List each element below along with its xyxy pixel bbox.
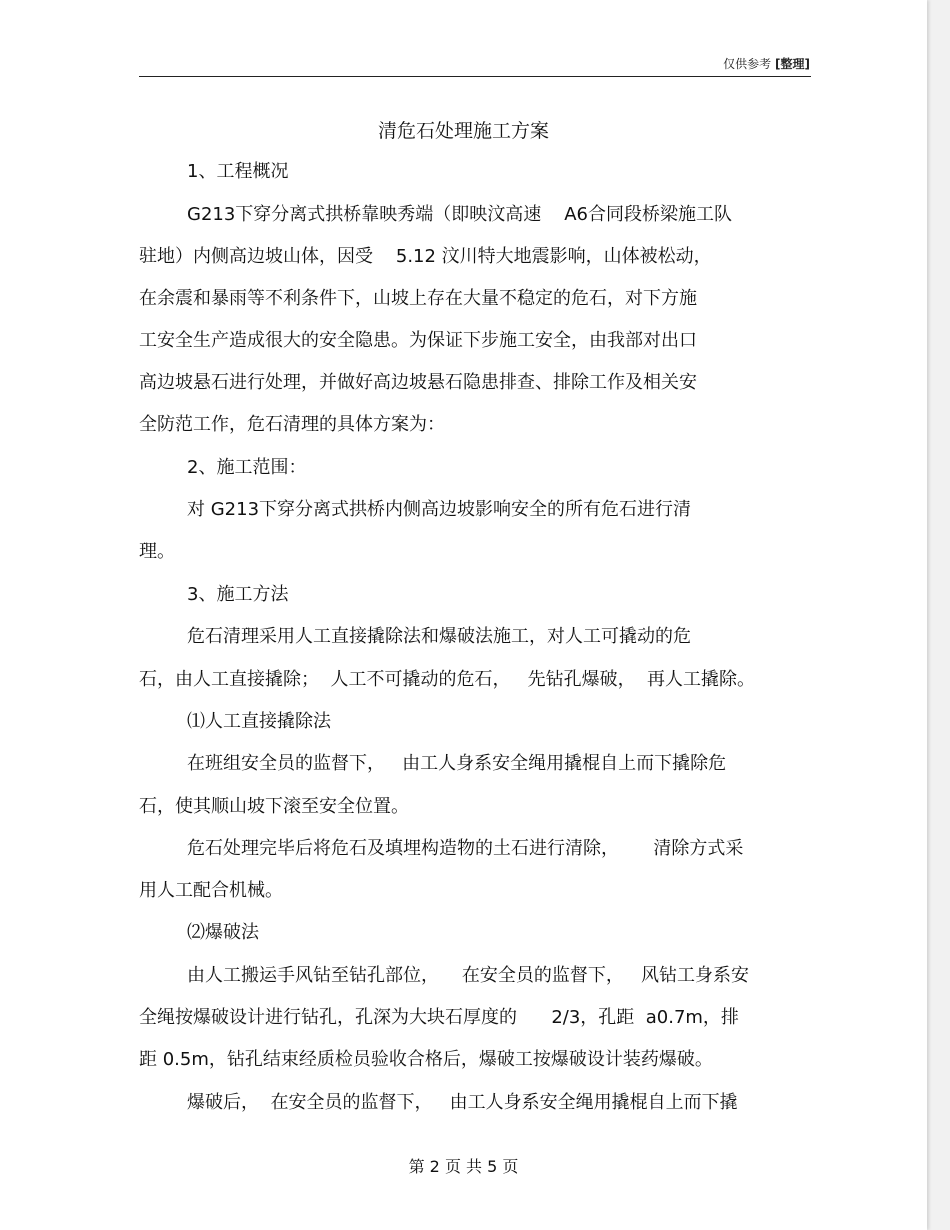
paragraph-line: 爆破后， 在安全员的监督下， 由工人身系安全绳用撬棍自上而下撬	[187, 1092, 738, 1113]
document-title: 清危石处理施工方案	[377, 120, 549, 142]
paragraph-line: 全防范工作，危石清理的具体方案为：	[139, 414, 445, 435]
section-heading-scope: 2、施工范围：	[187, 457, 307, 478]
paragraph-line: 用人工配合机械。	[139, 880, 283, 901]
paragraph-line: 高边坡悬石进行处理，并做好高边坡悬石隐患排查、排除工作及相关安	[139, 372, 697, 393]
paragraph-line: 驻地）内侧高边坡山体，因受 5.12 汶川特大地震影响，山体被松动，	[139, 246, 712, 267]
header-note	[723, 55, 810, 72]
paragraph-line: 由人工搬运手风钻至钻孔部位， 在安全员的监督下， 风钻工身系安	[187, 965, 750, 986]
header-note-bracket: [整理]	[775, 57, 810, 71]
header-note-text: 仅供参考	[723, 57, 772, 71]
paragraph-line: 工安全生产造成很大的安全隐患。为保证下步施工安全，由我部对出口	[139, 330, 697, 351]
paragraph-line: 理。	[139, 541, 175, 562]
subsection-heading-blasting: ⑵爆破法	[187, 922, 259, 943]
page-number-footer: 第 2 页 共 5 页	[408, 1157, 519, 1176]
section-heading-method: 3、施工方法	[187, 584, 289, 605]
paragraph-line: 在班组安全员的监督下， 由工人身系安全绳用撬棍自上而下撬除危	[187, 753, 727, 774]
section-heading-overview: 1、工程概况	[187, 161, 289, 182]
paragraph-line: 危石清理采用人工直接撬除法和爆破法施工，对人工可撬动的危	[187, 626, 691, 647]
subsection-heading-manual: ⑴人工直接撬除法	[187, 711, 331, 732]
paragraph-line: G213下穿分离式拱桥靠映秀端（即映汶高速 A6合同段桥梁施工队	[187, 204, 732, 225]
paragraph-line: 距 0.5m，钻孔结束经质检员验收合格后，爆破工按爆破设计装药爆破。	[139, 1049, 713, 1070]
paragraph-line: 全绳按爆破设计进行钻孔，孔深为大块石厚度的 2/3，孔距 a0.7m，排	[139, 1007, 739, 1028]
paragraph-line: 石，由人工直接撬除； 人工不可撬动的危石， 先钻孔爆破， 再人工撬除。	[139, 669, 756, 690]
paragraph-line: 对 G213下穿分离式拱桥内侧高边坡影响安全的所有危石进行清	[187, 499, 692, 520]
paragraph-line: 在余震和暴雨等不利条件下，山坡上存在大量不稳定的危石，对下方施	[139, 288, 697, 309]
paragraph-line: 石，使其顺山坡下滚至安全位置。	[139, 796, 409, 817]
header-rule	[139, 76, 811, 77]
paragraph-line: 危石处理完毕后将危石及填埋构造物的土石进行清除， 清除方式采	[187, 838, 744, 859]
